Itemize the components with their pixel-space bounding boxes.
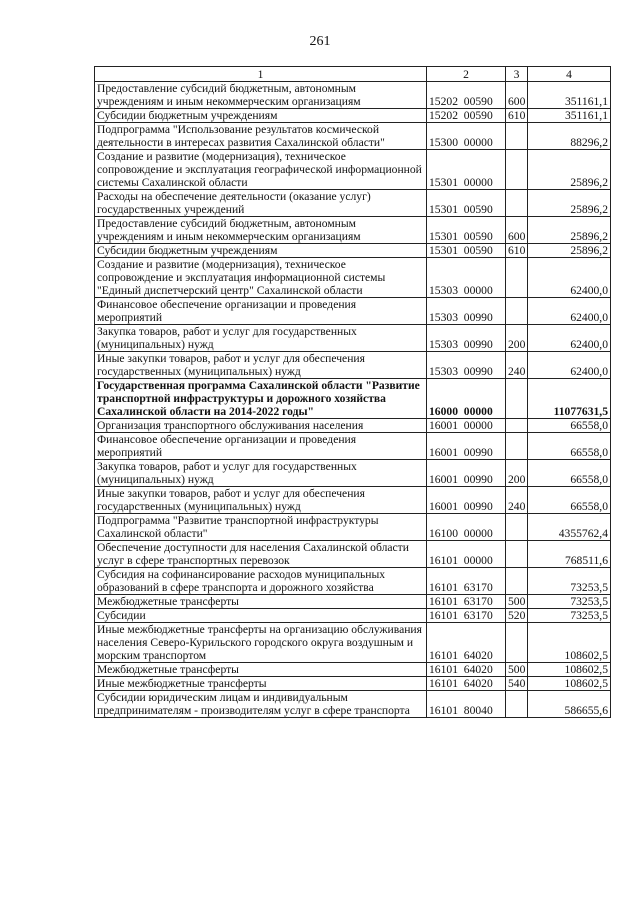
row-expense-type-cell: 500 bbox=[506, 595, 528, 609]
row-name-cell: Обеспечение доступности для населения Сахалинской области услуг в сфере транспортных перевозок bbox=[95, 541, 427, 568]
row-expense-type-cell bbox=[506, 190, 528, 217]
row-name-cell: Межбюджетные трансферты bbox=[95, 663, 427, 677]
row-code-cell: 15300 00000 bbox=[427, 123, 506, 150]
table-row bbox=[95, 325, 611, 352]
row-expense-type-cell bbox=[506, 514, 528, 541]
row-sum-cell: 351161,1 bbox=[528, 82, 611, 109]
table-row bbox=[95, 82, 611, 109]
row-name-cell: Иные межбюджетные трансферты на организацию обслуживания населения Северо-Курильского городского округа воздушным и морским транспортом bbox=[95, 623, 427, 663]
row-sum-cell: 73253,5 bbox=[528, 568, 611, 595]
row-sum-cell: 11077631,5 bbox=[528, 379, 611, 419]
row-name-cell: Иные межбюджетные трансферты bbox=[95, 677, 427, 691]
row-sum-cell: 108602,5 bbox=[528, 677, 611, 691]
row-name-cell: Иные закупки товаров, работ и услуг для обеспечения государственных (муниципальных) нужд bbox=[95, 352, 427, 379]
row-expense-type-cell bbox=[506, 379, 528, 419]
row-expense-type-cell: 610 bbox=[506, 109, 528, 123]
table-row bbox=[95, 568, 611, 595]
row-code-cell: 15303 00000 bbox=[427, 258, 506, 298]
row-code-cell: 15303 00990 bbox=[427, 325, 506, 352]
row-expense-type-cell bbox=[506, 541, 528, 568]
table-row bbox=[95, 217, 611, 244]
row-sum-cell: 25896,2 bbox=[528, 217, 611, 244]
row-name-cell: Организация транспортного обслуживания населения bbox=[95, 419, 427, 433]
row-expense-type-cell: 610 bbox=[506, 244, 528, 258]
row-name-cell: Государственная программа Сахалинской области "Развитие транспортной инфраструктуры и дорожного хозяйства Сахалинской области на 2014-2022 годы" bbox=[95, 379, 427, 419]
row-code-cell: 15301 00590 bbox=[427, 244, 506, 258]
row-code-cell: 15303 00990 bbox=[427, 352, 506, 379]
row-name-cell: Финансовое обеспечение организации и проведения мероприятий bbox=[95, 433, 427, 460]
row-sum-cell: 586655,6 bbox=[528, 691, 611, 718]
row-sum-cell: 4355762,4 bbox=[528, 514, 611, 541]
row-code-cell: 16101 00000 bbox=[427, 541, 506, 568]
row-sum-cell: 25896,2 bbox=[528, 150, 611, 190]
row-code-cell: 16101 64020 bbox=[427, 663, 506, 677]
table-row bbox=[95, 190, 611, 217]
column-header-code: 2 bbox=[427, 67, 506, 82]
row-code-cell: 16000 00000 bbox=[427, 379, 506, 419]
row-sum-cell: 25896,2 bbox=[528, 244, 611, 258]
row-code-cell: 16001 00990 bbox=[427, 433, 506, 460]
row-name-cell: Создание и развитие (модернизация), техническое сопровождение и эксплуатация информационной системы "Единый диспетчерский центр" Сахалинской области bbox=[95, 258, 427, 298]
row-expense-type-cell: 240 bbox=[506, 487, 528, 514]
row-code-cell: 15301 00590 bbox=[427, 190, 506, 217]
row-expense-type-cell bbox=[506, 298, 528, 325]
table-row bbox=[95, 109, 611, 123]
row-name-cell: Субсидии бюджетным учреждениям bbox=[95, 244, 427, 258]
row-name-cell: Подпрограмма "Использование результатов космической деятельности в интересах развития Сахалинской области" bbox=[95, 123, 427, 150]
budget-table bbox=[94, 66, 611, 718]
row-code-cell: 15202 00590 bbox=[427, 109, 506, 123]
table-row bbox=[95, 609, 611, 623]
page-number: 261 bbox=[309, 34, 331, 49]
row-code-cell: 16100 00000 bbox=[427, 514, 506, 541]
row-sum-cell: 62400,0 bbox=[528, 298, 611, 325]
row-code-cell: 15301 00000 bbox=[427, 150, 506, 190]
row-sum-cell: 66558,0 bbox=[528, 460, 611, 487]
row-name-cell: Финансовое обеспечение организации и проведения мероприятий bbox=[95, 298, 427, 325]
table-header-row bbox=[95, 67, 611, 82]
row-sum-cell: 351161,1 bbox=[528, 109, 611, 123]
row-expense-type-cell: 500 bbox=[506, 663, 528, 677]
table-row bbox=[95, 623, 611, 663]
table-row bbox=[95, 258, 611, 298]
row-name-cell: Межбюджетные трансферты bbox=[95, 595, 427, 609]
row-sum-cell: 88296,2 bbox=[528, 123, 611, 150]
row-sum-cell: 66558,0 bbox=[528, 487, 611, 514]
row-sum-cell: 108602,5 bbox=[528, 623, 611, 663]
table-row bbox=[95, 677, 611, 691]
row-sum-cell: 108602,5 bbox=[528, 663, 611, 677]
column-header-name: 1 bbox=[95, 67, 427, 82]
table-row bbox=[95, 379, 611, 419]
row-name-cell: Расходы на обеспечение деятельности (оказание услуг) государственных учреждений bbox=[95, 190, 427, 217]
row-sum-cell: 73253,5 bbox=[528, 609, 611, 623]
table-body bbox=[95, 82, 611, 718]
table-row bbox=[95, 244, 611, 258]
row-expense-type-cell bbox=[506, 123, 528, 150]
table-row bbox=[95, 663, 611, 677]
table-row bbox=[95, 352, 611, 379]
table-row bbox=[95, 298, 611, 325]
table-row bbox=[95, 150, 611, 190]
column-header-expense-type: 3 bbox=[506, 67, 528, 82]
row-name-cell: Субсидии юридическим лицам и индивидуальным предпринимателям - производителям услуг в сфере транспорта bbox=[95, 691, 427, 718]
row-code-cell: 15202 00590 bbox=[427, 82, 506, 109]
table-row bbox=[95, 541, 611, 568]
table-row bbox=[95, 514, 611, 541]
row-code-cell: 16101 80040 bbox=[427, 691, 506, 718]
table-row bbox=[95, 123, 611, 150]
row-expense-type-cell bbox=[506, 568, 528, 595]
row-name-cell: Субсидии bbox=[95, 609, 427, 623]
table-row bbox=[95, 460, 611, 487]
row-code-cell: 16101 64020 bbox=[427, 677, 506, 691]
row-expense-type-cell: 200 bbox=[506, 460, 528, 487]
row-name-cell: Закупка товаров, работ и услуг для государственных (муниципальных) нужд bbox=[95, 460, 427, 487]
row-sum-cell: 768511,6 bbox=[528, 541, 611, 568]
row-expense-type-cell bbox=[506, 433, 528, 460]
row-name-cell: Иные закупки товаров, работ и услуг для обеспечения государственных (муниципальных) нужд bbox=[95, 487, 427, 514]
table-row bbox=[95, 595, 611, 609]
table-row bbox=[95, 487, 611, 514]
row-expense-type-cell bbox=[506, 419, 528, 433]
row-expense-type-cell: 240 bbox=[506, 352, 528, 379]
row-sum-cell: 66558,0 bbox=[528, 419, 611, 433]
row-name-cell: Предоставление субсидий бюджетным, автономным учреждениям и иным некоммерческим организациям bbox=[95, 82, 427, 109]
row-expense-type-cell bbox=[506, 691, 528, 718]
row-code-cell: 15303 00990 bbox=[427, 298, 506, 325]
row-sum-cell: 62400,0 bbox=[528, 325, 611, 352]
row-code-cell: 16001 00990 bbox=[427, 487, 506, 514]
table-row bbox=[95, 433, 611, 460]
row-code-cell: 16101 64020 bbox=[427, 623, 506, 663]
row-name-cell: Закупка товаров, работ и услуг для государственных (муниципальных) нужд bbox=[95, 325, 427, 352]
row-expense-type-cell: 600 bbox=[506, 217, 528, 244]
row-sum-cell: 66558,0 bbox=[528, 433, 611, 460]
table-row bbox=[95, 419, 611, 433]
row-sum-cell: 62400,0 bbox=[528, 352, 611, 379]
table-row bbox=[95, 691, 611, 718]
row-sum-cell: 25896,2 bbox=[528, 190, 611, 217]
row-code-cell: 16001 00000 bbox=[427, 419, 506, 433]
row-name-cell: Подпрограмма "Развитие транспортной инфраструктуры Сахалинской области" bbox=[95, 514, 427, 541]
row-expense-type-cell bbox=[506, 623, 528, 663]
row-code-cell: 16101 63170 bbox=[427, 595, 506, 609]
row-sum-cell: 73253,5 bbox=[528, 595, 611, 609]
row-code-cell: 16001 00990 bbox=[427, 460, 506, 487]
row-expense-type-cell: 520 bbox=[506, 609, 528, 623]
row-code-cell: 16101 63170 bbox=[427, 609, 506, 623]
row-name-cell: Субсидия на софинансирование расходов муниципальных образований в сфере транспорта и дорожного хозяйства bbox=[95, 568, 427, 595]
row-sum-cell: 62400,0 bbox=[528, 258, 611, 298]
row-expense-type-cell bbox=[506, 150, 528, 190]
column-header-sum: 4 bbox=[528, 67, 611, 82]
row-expense-type-cell: 200 bbox=[506, 325, 528, 352]
row-code-cell: 16101 63170 bbox=[427, 568, 506, 595]
row-name-cell: Создание и развитие (модернизация), техническое сопровождение и эксплуатация географической информационной системы Сахалинской области bbox=[95, 150, 427, 190]
row-expense-type-cell bbox=[506, 258, 528, 298]
row-expense-type-cell: 540 bbox=[506, 677, 528, 691]
row-expense-type-cell: 600 bbox=[506, 82, 528, 109]
row-code-cell: 15301 00590 bbox=[427, 217, 506, 244]
row-name-cell: Субсидии бюджетным учреждениям bbox=[95, 109, 427, 123]
row-name-cell: Предоставление субсидий бюджетным, автономным учреждениям и иным некоммерческим организациям bbox=[95, 217, 427, 244]
